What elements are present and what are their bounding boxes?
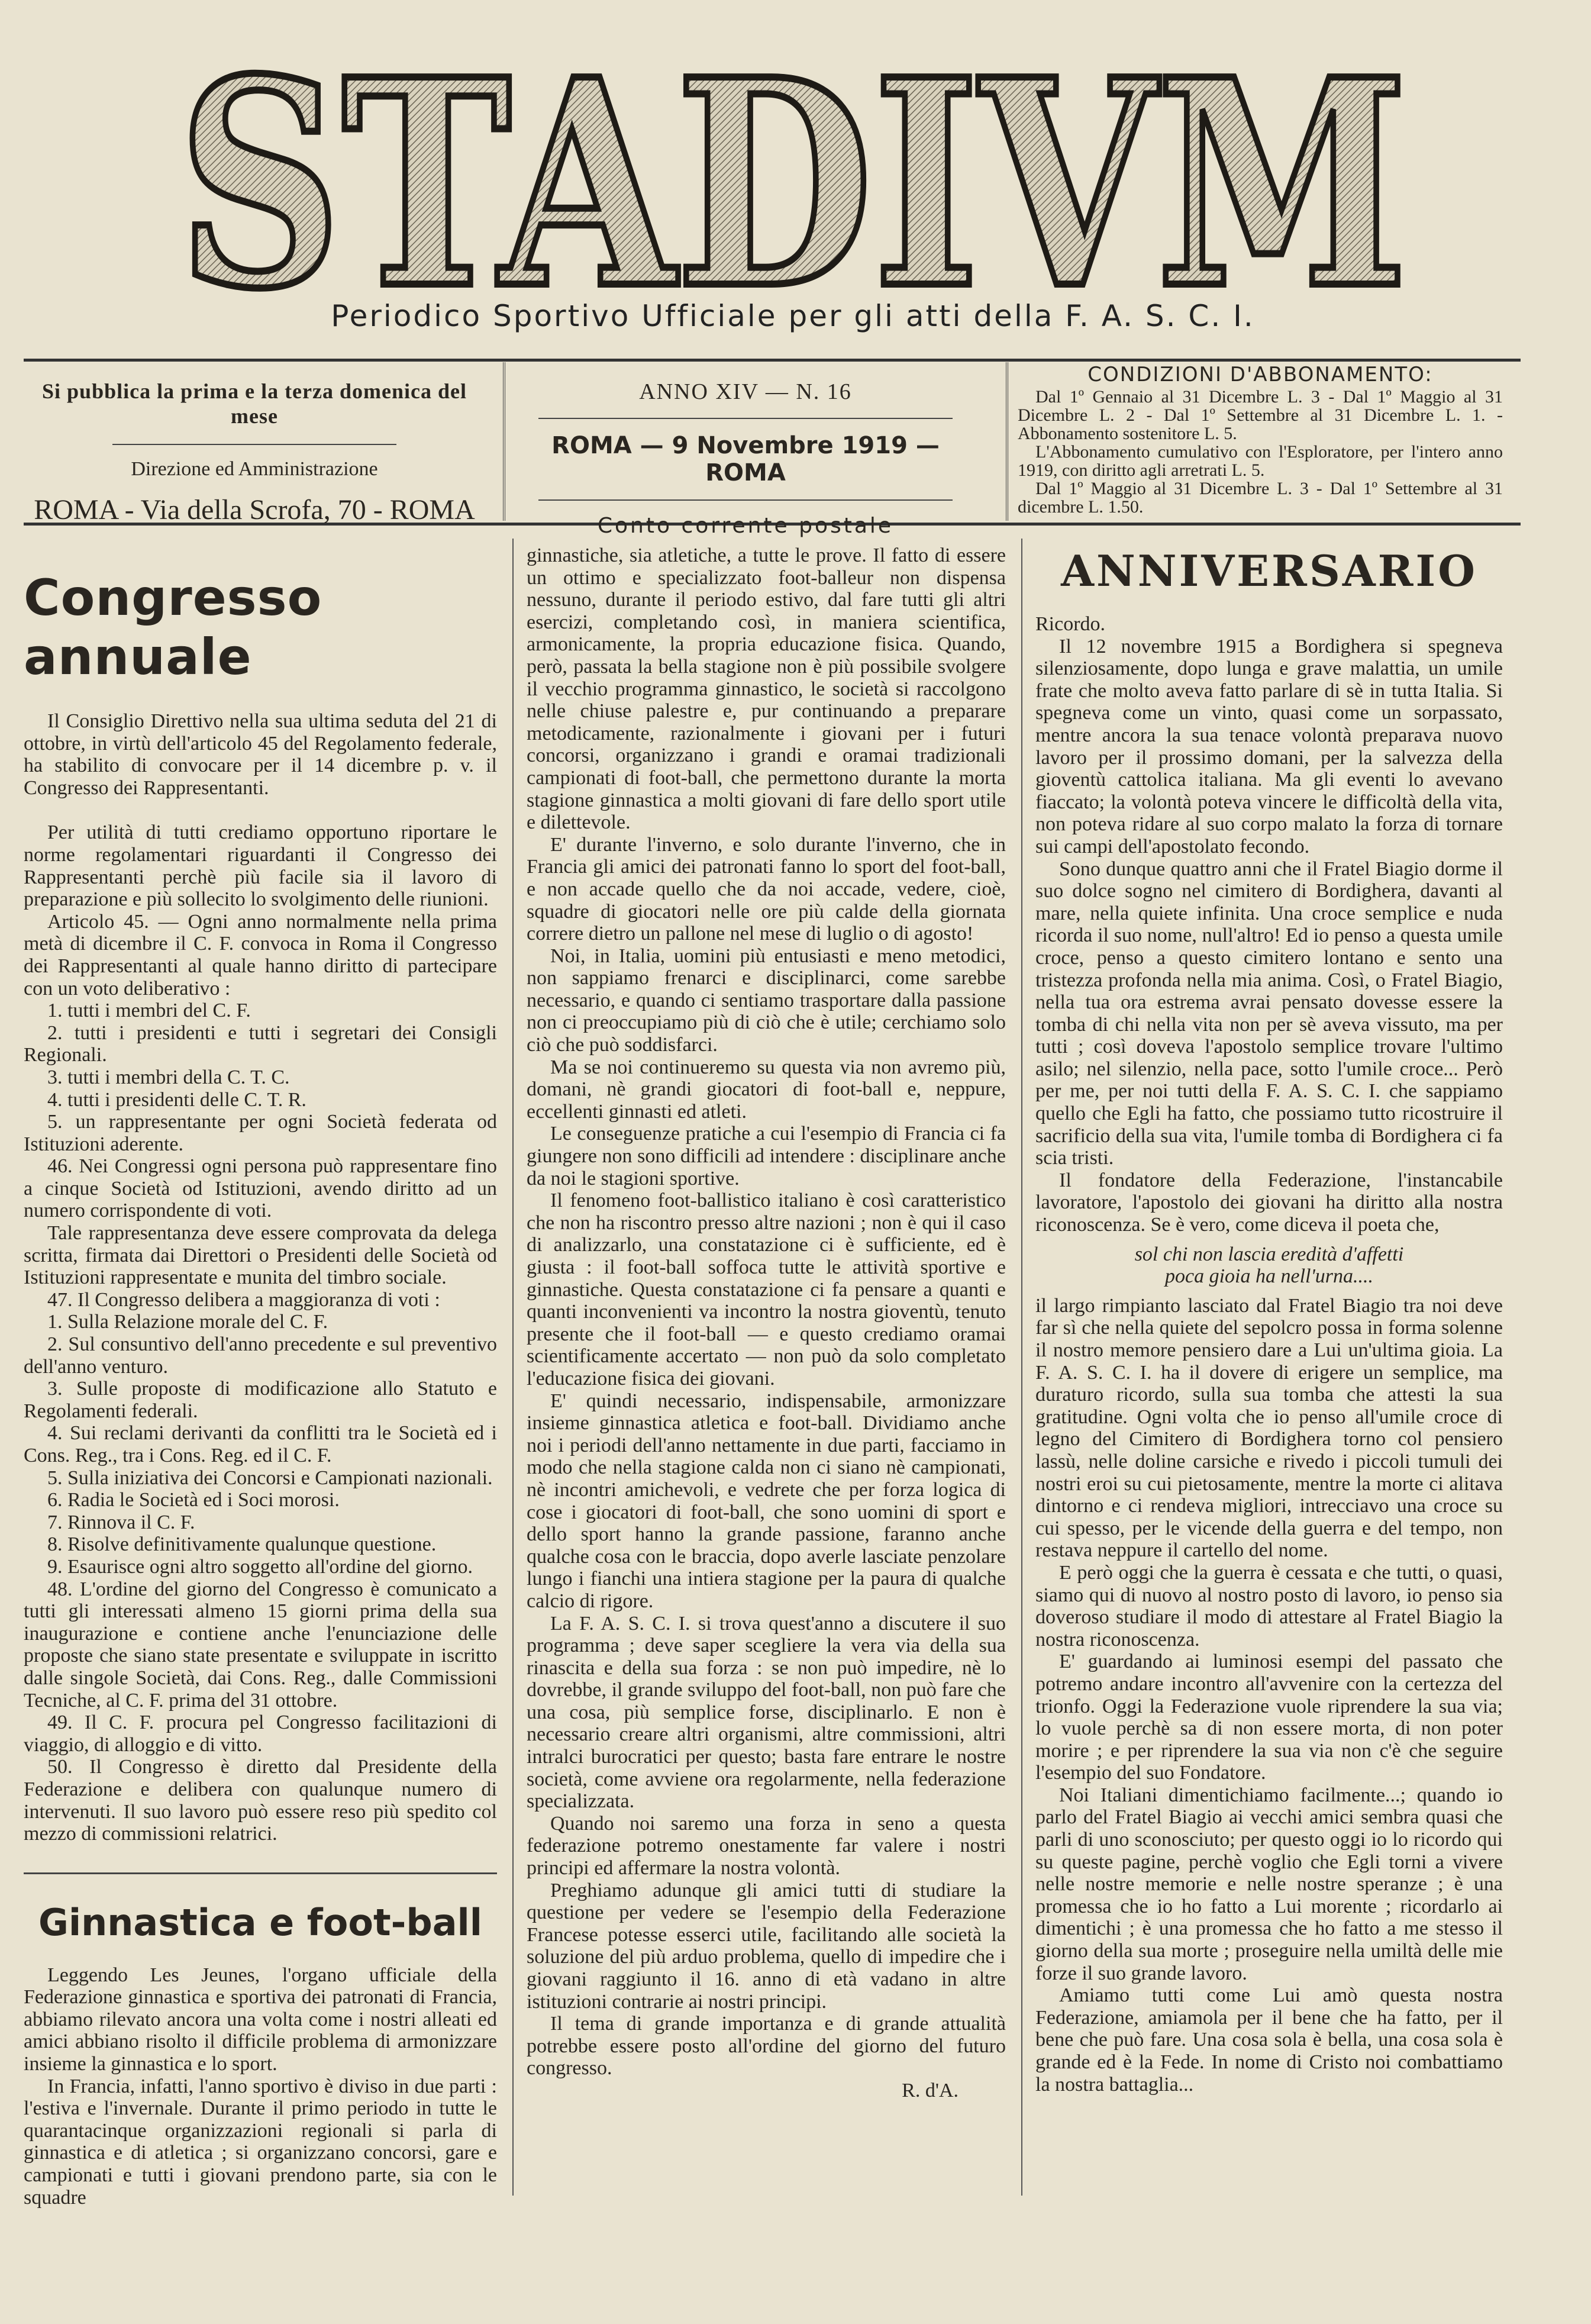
- congresso-paragraph: 8. Risolve definitivamente qualunque questione.: [47, 1533, 437, 1556]
- congresso-paragraph: 46. Nei Congressi ogni persona può rappresentare fino a cinque Società od Istituzioni, avendo diritto ad un numero corrispondente di voti.: [24, 1155, 497, 1222]
- column-3: [1035, 544, 1503, 2096]
- office-address: ROMA - Via della Scrofa, 70 - ROMA: [34, 494, 475, 526]
- anniversario-paragraph: Sono dunque quattro anni che il Fratel Biagio dorme il suo dolce sogno nel cimitero di Bordighera, davanti al mare, nella quiete infinita. Una croce semplice e nuda ricorda il suo nome, null'altro! Ed io penso a questa umile croce, penso a questo cimitero lontano e sento una tristezza profonda nella mia anima. Così, o Fratel Biagio, nella tua ora estrema avrai pensato dovesse essere la tomba di chi nella vita non per sè aveva vissuto, ma per tutti ; così doveva l'apostolo semplice trovare l'ultimo asilo; nel silenzio, nella pace, sotto l'umile croce... Però per me, per noi tutti della F. A. S. C. I. che sappiamo quello che Egli ha fatto, che possiamo tutto ricostruire il sacrificio della sua vita, l'umile tomba di Bordighera ci fa scia tristi.: [1035, 858, 1503, 1169]
- paragraph-gap: [24, 799, 497, 821]
- congresso-paragraph: 6. Radia le Società ed i Soci morosi.: [47, 1489, 340, 1511]
- anniversario-paragraph: E però oggi che la guerra è cessata e che tutti, o quasi, siamo qui di nuovo al nostro posto di lavoro, io penso sia doveroso studiare il modo di attestare al Fratel Biagio la nostra riconoscenza.: [1035, 1561, 1503, 1651]
- header-mid-rule-2: [538, 499, 953, 501]
- congresso-paragraph: 49. Il C. F. procura pel Congresso facilitazioni di viaggio, di alloggio e di vitto.: [24, 1711, 497, 1756]
- anniversario-paragraph: il largo rimpianto lasciato dal Fratel Biagio tra noi deve far sì che nella quiete del sepolcro possa in forma solenne il nostro memore pensiero dare a Lui un'ultima gioia. La F. A. S. C. I. ha il dovere di erigere un semplice, ma duraturo ricordo, sulla sua tomba che attesti la sua gratitudine. Ogni volta che io penso all'umile croce di legno del Cimitero di Bordighera torno col pensiero lassù, nelle doline carsiche e rivedo i piccoli tumuli dei nostri eroi su cui pietosamente, mentre la morte ci alitava dintorno e ci rendeva migliori, intrecciavo una croce su cui spesso, per le vicende della guerra e del tempo, non restava neppure il cartello del nome.: [1035, 1294, 1503, 1562]
- column-divider-1: [512, 539, 514, 2196]
- congresso-paragraph: 47. Il Congresso delibera a maggioranza di voti :: [47, 1288, 440, 1311]
- congresso-paragraph: Tale rappresentanza deve essere comprovata da delega scritta, firmata dai Direttori o Presidenti delle Società od Istituzioni rappresentate e munita del timbro sociale.: [24, 1222, 497, 1289]
- congresso-paragraph: 4. Sui reclami derivanti da conflitti tra le Società ed i Cons. Reg., tra i Cons. Reg. ed il C. F.: [24, 1422, 497, 1466]
- ginnastica-paragraph: Le conseguenze pratiche a cui l'esempio di Francia ci fa giungere non sono difficili ad intendere : disciplinare anche da noi le stagioni sportive.: [527, 1123, 1006, 1190]
- issue-number: ANNO XIV — N. 16: [639, 379, 852, 404]
- column-2: [527, 544, 1006, 2102]
- direction-label: Direzione ed Amministrazione: [131, 458, 378, 480]
- ginnastica-paragraph: Noi, in Italia, uomini più entusiasti e meno metodici, non sappiamo frenarci e disciplinarci, come sarebbe necessario, e quando ci sentiamo trasportare dalla passione non ci preoccupiamo più di ciò che è utile; cerchiamo solo ciò che può soddisfarci.: [527, 945, 1006, 1056]
- anniversario-paragraph: E' guardando ai luminosi esempi del passato che potremo andare incontro all'avvenire con la certezza del trionfo. Oggi la Federazione vuole riprendere la sua via; lo vuole perchè sa di non essere morta, di non poter morire ; e per riprendere la sua via non c'è che seguire l'esempio del suo Fondatore.: [1035, 1651, 1503, 1784]
- postal-account: Conto corrente postale: [597, 514, 894, 538]
- article-separator: [24, 1872, 497, 1874]
- masthead-logo: [166, 36, 1420, 314]
- masthead-title: STADIVM: [178, 36, 1408, 314]
- subscription-title: CONDIZIONI D'ABBONAMENTO:: [1087, 363, 1433, 386]
- congresso-paragraph: 3. Sulle proposte di modificazione allo Statuto e Regolamenti federali.: [24, 1378, 497, 1422]
- anniversario-paragraph: Amiamo tutti come Lui amò questa nostra Federazione, amiamola per il bene che ha fatto, per il bene che può fare. Una cosa sola è bella, una cosa sola è grande ed è la Fede. In nome di Cristo noi combattiamo la nostra battaglia...: [1035, 1984, 1503, 2096]
- congresso-paragraph: Articolo 45. — Ogni anno normalmente nella prima metà di dicembre il C. F. convoca in Roma il Congresso dei Rappresentanti al quale hanno diritto di partecipare con un voto deliberativo :: [24, 910, 497, 1000]
- article-title-anniversario: ANNIVERSARIO: [1061, 546, 1477, 596]
- anniversario-paragraph: Il 12 novembre 1915 a Bordighera si spegneva silenziosamente, dopo lunga e grave malattia, un umile frate che molto aveva fatto parlare di sè in tutta Italia. Si spegneva come un vinto, quasi come un sorpassato, mentre ancora la sua tenace volontà preparava nuovo lavoro per il prossimo domani, per la salvezza della gioventù cattolica italiana. Ma gli eventi lo avevano fiaccato; la volontà poteva vincere le difficoltà della vita, non poteva ridare al suo corpo malato la forza di tornare sui campi dell'apostolato fecondo.: [1035, 635, 1503, 858]
- congresso-paragraph: 5. un rappresentante per ogni Società federata od Istituzioni aderente.: [24, 1111, 497, 1155]
- publication-schedule: Si pubblica la prima e la terza domenica del mese: [42, 379, 467, 428]
- ginnastica-paragraph: Ma se noi continueremo su questa via non avremo più, domani, nè grandi giocatori di foot-ball e, neppure, eccellenti ginnasti ed atleti.: [527, 1056, 1006, 1123]
- congresso-paragraph: 7. Rinnova il C. F.: [47, 1511, 195, 1533]
- ginnastica-paragraph: In Francia, infatti, l'anno sportivo è diviso in due parti : l'estiva e l'invernale. Durante il primo periodo in tutte le quarantacinque organizzazioni regionali si parla di ginnastica e di atletica ; si organizzano concorsi, gare e campionati e tutti i giovani prendono parte, sia con le squadre: [24, 2075, 497, 2209]
- ginnastica-paragraph: La F. A. S. C. I. si trova quest'anno a discutere il suo programma ; deve saper scegliere la vera via della sua rinascita e della sua forza : se non può impedire, nè lo dovrebbe, il grande sviluppo del foot-ball, non può fare che una cosa, più semplice forse, disciplinarlo. E non è necessario creare altri organismi, altre commissioni, altri intralci burocratici per questo; basta fare entrare le nostre società, come avviene ora regolarmente, nella federazione specializzata.: [527, 1612, 1006, 1813]
- anniversario-paragraph: Il fondatore della Federazione, l'instancabile lavoratore, l'apostolo dei giovani ha diritto alla nostra riconoscenza. Se è vero, come diceva il poeta che,: [1035, 1169, 1503, 1236]
- header-middle-box: [509, 379, 982, 538]
- subscription-box: [1018, 363, 1503, 517]
- masthead-subtitle: Periodico Sportivo Ufficiale per gli atti della F. A. S. C. I.: [331, 299, 1255, 333]
- ginnastica-paragraph: Leggendo Les Jeunes, l'organo ufficiale della Federazione ginnastica e sportiva dei patronati di Francia, abbiamo rilevato ancora una volta come i nostri alleati ed amici abbiano risolto il difficile problema di armonizzare insieme la ginnastica e lo sport.: [24, 1964, 497, 2075]
- congresso-paragraph: 5. Sulla iniziativa dei Concorsi e Campionati nazionali.: [47, 1466, 493, 1489]
- congresso-paragraph: Il Consiglio Direttivo nella sua ultima seduta del 21 di ottobre, in virtù dell'articolo 45 del Regolamento federale, ha stabilito di convocare per il 14 dicembre p. v. il Congresso dei Rappresentanti.: [24, 710, 497, 799]
- ginnastica-paragraph: E' durante l'inverno, e solo durante l'inverno, che in Francia gli amici dei patronati fanno lo sport del foot-ball, e non accade quello che da noi accade, vedere, cioè, squadre di giocatori nelle ore più calde della giornata correre dietro un pallone nel mese di luglio o di agosto!: [527, 833, 1006, 945]
- article-title-ginnastica: Ginnastica e foot-ball: [38, 1900, 483, 1944]
- poem-verse-1: sol chi non lascia eredità d'affetti: [1134, 1243, 1404, 1265]
- congresso-paragraph: Per utilità di tutti crediamo opportuno riportare le norme regolamentari riguardanti il Congresso dei Rappresentanti perchè più facile sia il lavoro di preparazione e più sollecito lo svolgimento delle riunioni.: [24, 821, 497, 911]
- ginnastica-paragraph: Il tema di grande importanza e di grande attualità potrebbe essere posto all'ordine del giorno del futuro congresso.: [527, 2013, 1006, 2080]
- congresso-paragraph: 50. Il Congresso è diretto dal Presidente della Federazione e delibera con qualunque numero di intervenuti. Il suo lavoro può essere reso più spedito col mezzo di commissioni relatrici.: [24, 1756, 497, 1845]
- congresso-paragraph: 3. tutti i membri della C. T. C.: [47, 1066, 290, 1088]
- congresso-paragraph: 48. L'ordine del giorno del Congresso è comunicato a tutti gli interessati almeno 15 giorni prima della sua inaugurazione e contiene anche l'enunciazione delle proposte che siano state presentate e sviluppate in iscritto dalle singole Società, dai Cons. Reg., dalle Commissioni Tecniche, al C. F. prima del 31 ottobre.: [24, 1578, 497, 1711]
- anniversario-intro: Ricordo.: [1035, 613, 1106, 635]
- ginnastica-paragraph: ginnastiche, sia atletiche, a tutte le prove. Il fatto di essere un ottimo e specializzato foot-balleur non dispensa nessuno, durante il periodo estivo, dal fare tutti gli altri esercizi, completando così, in maniera scientifica, armonicamente, la propria educazione fisica. Quando, però, passata la bella stagione non è più possibile svolgere il vecchio programma ginnastico, le società si raccolgono nelle chiuse palestre e, pur continuando a preparare metodicamente, razionalmente i giovani per i futuri concorsi, organizzano i grandi e oramai tradizionali campionati di foot-ball, che permettono durante la morta stagione ginnastica a molti giovani di fare dello sport utile e dilettevole.: [527, 544, 1006, 834]
- ginnastica-paragraph: E' quindi necessario, indispensabile, armonizzare insieme ginnastica atletica e foot-ball. Dividiamo anche noi i periodi dell'anno nettamente in due parti, facciamo in modo che nella stagione calda non ci siano nè campionati, nè incontri amichevoli, e vedrete che per forza logica di cose i giocatori di foot-ball, che sono uomini di sport e dello sport hanno la grande passione, faranno anche qualche cosa con le braccia, dopo averle lasciate penzolare lungo i fianchi una intiera stagione per la paura di qualche calcio di rigore.: [527, 1390, 1006, 1612]
- congresso-body: [24, 710, 497, 1845]
- header-mid-rule-1: [538, 418, 953, 419]
- congresso-paragraph: 2. tutti i presidenti e tutti i segretari dei Consigli Regionali.: [24, 1021, 497, 1066]
- article-signature: R. d'A.: [902, 2079, 959, 2101]
- ginnastica-paragraph: Quando noi saremo una forza in seno a questa federazione potremo onestamente far valere i nostri principi ed affermare la nostra volontà.: [527, 1812, 1006, 1880]
- column-1: [24, 544, 497, 2209]
- header-left-rule: [112, 444, 396, 445]
- ginnastica-paragraph: Preghiamo adunque gli amici tutti di studiare la questione per vedere se l'esempio della Federazione Francese potesse esserci utile, facilitando alle società la soluzione del più arduo problema, quello di impedire che i giovani raggiunto il 16. anno di età vadano in altre istituzioni contrarie ai nostri principi.: [527, 1879, 1006, 2013]
- header-left-box: [24, 379, 485, 526]
- header-divider-2: [1006, 362, 1008, 521]
- poem-verse-2: poca gioia ha nell'urna....: [1165, 1265, 1373, 1288]
- ginnastica-paragraph: Il fenomeno foot-ballistico italiano è così caratteristico che non ha riscontro presso altre nazioni ; non è qui il caso di analizzarlo, una constatazione ci è sufficiente, ed è giusta : il foot-ball soffoca tutte le attività sportive e ginnastiche. Questa constatazione ci fa pensare a quanti e quanti inconvenienti va incontro la nostra gioventù, tenuto presente che il foot-ball — e questo crediamo oramai scientificamente accertato — non può da solo completato l'educazione fisica dei giovani.: [527, 1190, 1006, 1390]
- dateline: ROMA — 9 Novembre 1919 — ROMA: [551, 432, 940, 486]
- congresso-paragraph: 1. tutti i membri del C. F.: [47, 1000, 251, 1022]
- masthead-svg: [166, 36, 1420, 314]
- congresso-paragraph: 9. Esaurisce ogni altro soggetto all'ordine del giorno.: [47, 1555, 473, 1578]
- header-top-rule: [24, 359, 1521, 362]
- anniversario-paragraph: Noi Italiani dimentichiamo facilmente...; quando io parlo del Fratel Biagio ai vecchi amici sembra quasi che parli di uno sconosciuto; per questo oggi io lo ricordo qui su queste pagine, perchè voglio che Egli torni a vivere nelle nostre memorie e nelle nostre speranze ; è una promessa che io ho fatto a Lui morente ; ricordarlo ai dimentichi ; è una promessa che ho fatto a me stesso il giorno della sua morte ; proseguire nella umiltà delle mie forze il suo grande lavoro.: [1035, 1784, 1503, 1984]
- subscription-text-2: L'Abbonamento cumulativo con l'Esploratore, per l'intero anno 1919, con diritto agli arretrati L. 5.: [1018, 442, 1503, 480]
- congresso-paragraph: 1. Sulla Relazione morale del C. F.: [47, 1311, 328, 1333]
- subscription-text-1: Dal 1º Gennaio al 31 Dicembre L. 3 - Dal 1º Maggio al 31 Dicembre L. 2 - Dal 1º Settembre al 31 Dicembre L. 1. - Abbonamento sostenitore L. 5.: [1018, 387, 1503, 443]
- column-divider-2: [1021, 539, 1022, 2196]
- header-divider-1: [503, 362, 505, 521]
- congresso-paragraph: 2. Sul consuntivo dell'anno precedente e sul preventivo dell'anno venturo.: [24, 1333, 497, 1378]
- article-title-congresso: Congresso annuale: [24, 569, 322, 686]
- congresso-paragraph: 4. tutti i presidenti delle C. T. R.: [47, 1088, 306, 1111]
- subscription-text-3: Dal 1º Maggio al 31 Dicembre L. 3 - Dal 1º Settembre al 31 dicembre L. 1.50.: [1018, 479, 1503, 517]
